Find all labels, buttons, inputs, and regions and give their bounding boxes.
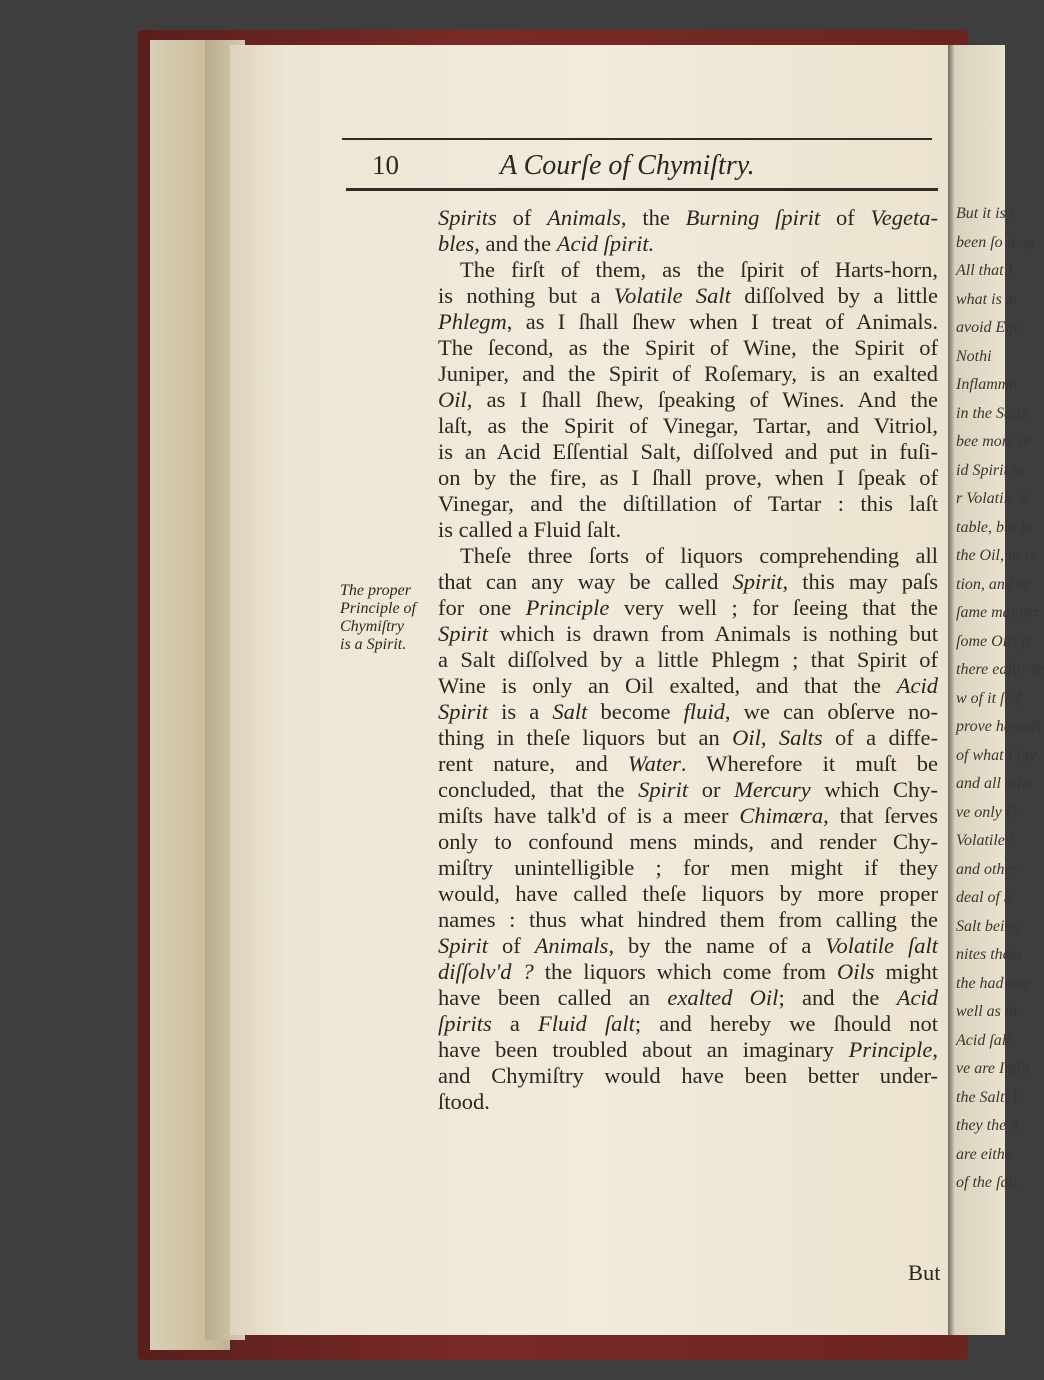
italic-phrase: Principle [525,595,610,620]
text-run: Theſe three ſorts of liquors comprehending all [460,543,938,568]
text-line [438,933,938,959]
text-line [438,283,938,309]
text-line [438,803,938,829]
italic-phrase: Acid [896,673,938,698]
text-run: concluded, that the [438,777,639,802]
text-run: only to confound mens minds, and render Chy- [438,829,938,854]
facing-page-line: the Salt, E [956,1088,1023,1106]
text-line [438,595,938,621]
italic-phrase: bles [438,231,475,256]
text-run: have been called an [438,985,668,1010]
facing-page-line: Nothi [956,347,992,365]
facing-page-line: and all othe [956,775,1033,792]
text-line [438,309,938,335]
text-line [438,673,938,699]
facing-page-line: bee more or [956,433,1033,450]
text-run: on by the fire, as I ſhall prove, when I ſpeak of [438,465,938,490]
facing-page-line: and other [956,860,1018,878]
italic-phrase: diſſolv'd ? [438,959,534,984]
text-run: have been troubled about an imaginary [438,1037,849,1062]
facing-page-line: in the Salts [956,404,1028,422]
facing-page-line: of what I ſay [956,746,1037,764]
text-run: of [496,205,548,230]
catchword: But [908,1260,941,1285]
facing-page-line: w of it ſelf [956,689,1021,707]
text-run: is called a Fluid ſalt. [438,517,622,542]
text-run: , we can obſerve no- [724,699,938,724]
italic-phrase: Spirit [438,699,489,724]
text-line [438,1063,938,1089]
italic-phrase: Spirit [732,569,783,594]
italic-phrase: ſpirits [438,1011,492,1036]
facing-page-line: avoid Equ [956,319,1022,336]
body-text [438,205,938,1115]
text-line [438,361,938,387]
italic-phrase: Acid ſpirit. [556,231,655,256]
text-run: of [820,205,871,230]
italic-phrase: Water [627,751,681,776]
text-run: , by the name of a [608,933,826,958]
facing-page-line: there eaſily th [956,661,1044,678]
text-line [438,1089,938,1115]
text-line [438,517,938,543]
italic-phrase: Volatile Salt [613,283,731,308]
text-run: that can any way be called [438,569,733,594]
facing-page-line: ve are Infla [956,1060,1030,1077]
text-run: or [688,777,735,802]
facing-page-line: ve only O [956,803,1018,821]
text-run: ; and hereby we ſhould not [634,1011,938,1036]
margin-note-line: is a Spirit. [340,636,407,653]
facing-page-line: the had bee [956,974,1030,992]
text-run: is nothing but a [438,283,614,308]
text-run: is a [488,699,553,724]
italic-phrase: Spirit [438,621,489,646]
text-run: would, have called theſe liquors by more proper [438,881,938,906]
text-line [438,335,938,361]
italic-phrase: Mercury [734,777,811,802]
text-run: , [760,725,779,750]
text-run: Wine is only an Oil exalted, and that the [438,673,897,698]
margin-note-line: Chymiſtry [340,618,404,635]
facing-page-line: table, but fe [956,518,1032,536]
text-run: is an Acid Eſſential Salt, diſſolved and put in fuſi- [438,439,938,464]
text-line [438,777,938,803]
text-run: which is drawn from Animals is nothing but [488,621,938,646]
facing-page-line: Acid ſalt, [956,1031,1015,1049]
italic-phrase: Principle [848,1037,933,1062]
italic-phrase: Burning ſpirit [685,205,821,230]
italic-phrase: Salt [552,699,588,724]
text-line [438,855,938,881]
facing-page-line: well as th [956,1003,1018,1020]
facing-page-line: Salt being [956,917,1021,935]
italic-phrase: Chimæra [739,803,824,828]
text-line [438,621,938,647]
text-run: and Chymiſtry would have been better under- [438,1063,938,1088]
text-run: become [587,699,684,724]
italic-phrase: Oil [732,725,761,750]
italic-phrase: Fluid ſalt [538,1011,635,1036]
text-run: laſt, as the Spirit of Vinegar, Tartar, and Vitriol, [438,413,938,438]
italic-phrase: Oil [438,387,467,412]
italic-phrase: Salts [778,725,823,750]
facing-page-line: been ſo long [956,233,1036,251]
text-run: , as I ſhall ſhew when I treat of Animals. [506,309,938,334]
text-line [438,491,938,517]
italic-phrase: exalted Oil [667,985,779,1010]
header-rule-top [342,138,932,140]
facing-page-line: ſome Oils fi [956,632,1031,650]
text-line [438,959,938,985]
text-line [438,881,938,907]
text-run: , that ſerves [823,803,938,828]
margin-note-line: The proper [340,582,411,599]
facing-page-line: r Volatile S [956,490,1028,507]
italic-phrase: Animals [547,205,621,230]
text-line [438,829,938,855]
page-number: 10 [372,150,399,180]
text-line [438,1011,938,1037]
text-line [438,231,938,257]
text-line [438,1037,938,1063]
facing-page-line: All that I [956,262,1013,279]
text-line [438,543,938,569]
text-line [438,205,938,231]
facing-page-line: what is m [956,290,1018,308]
text-run: Vinegar, and the diſtillation of Tartar : this laſt [438,491,938,516]
header-rule-bottom [346,188,938,191]
facing-page-line: But it is i [956,205,1015,222]
italic-phrase: Spirit [638,777,689,802]
text-run: thing in theſe liquors but an [438,725,733,750]
text-line [438,413,938,439]
text-run: the liquors which come from [533,959,838,984]
text-run: a [491,1011,539,1036]
facing-page-line: tion, and ec [956,575,1032,593]
facing-page-line: Inflamma [956,376,1018,393]
text-run: miſtry unintelligible ; for men might if they [438,855,938,880]
text-run: of a diffe- [822,725,939,750]
facing-page-edge [948,45,1044,1335]
text-run: which Chy- [810,777,938,802]
text-run: of [488,933,535,958]
margin-note [340,582,436,654]
facing-page-line: Volatile S [956,832,1017,849]
text-run: ſtood. [438,1089,490,1114]
text-run: rent nature, and [438,751,628,776]
facing-page-line: are eithe [956,1145,1012,1163]
text-run: , and the [474,231,557,256]
text-line [438,751,938,777]
facing-page-line: ſame manner [956,604,1040,621]
facing-page-line: id Spirit in [956,461,1025,479]
text-run: a Salt diſſolved by a little Phlegm ; that Spirit of [438,647,938,672]
italic-phrase: Acid [896,985,938,1010]
text-run: , [932,1037,938,1062]
facing-page-line: prove hereaft [956,718,1041,735]
italic-phrase: Spirit [438,933,489,958]
text-run: , the [620,205,686,230]
text-run: , as I ſhall ſhew, ſpeaking of Wines. And the [466,387,938,412]
text-line [438,647,938,673]
text-line [438,387,938,413]
italic-phrase: Phlegm [438,309,507,334]
italic-phrase: Volatile ſalt [825,933,938,958]
text-line [438,569,938,595]
text-line [438,699,938,725]
text-run: names : thus what hindred them from calling the [438,907,938,932]
text-run: diſſolved by a little [730,283,938,308]
facing-page-line: they the A [956,1117,1020,1134]
italic-phrase: Oils [837,959,875,984]
text-run: The ſecond, as the Spirit of Wine, the Spirit of [438,335,938,360]
text-line [438,439,938,465]
italic-phrase: Animals [534,933,609,958]
text-run: for one [438,595,526,620]
text-line [438,725,938,751]
facing-page-line: the Oil, to re [956,547,1038,564]
facing-page-line: nites them [956,946,1022,963]
text-line [438,465,938,491]
text-run: . Wherefore it muſt be [680,751,938,776]
italic-phrase: Spirits [438,205,497,230]
italic-phrase: fluid [683,699,725,724]
text-run: miſts have talk'd of is a meer [438,803,740,828]
running-head: A Courſe of Chymiſtry. [500,150,755,181]
text-run: might [874,959,938,984]
facing-page-line: deal of S [956,889,1012,906]
text-run: ; and the [778,985,897,1010]
text-line [438,257,938,283]
text-run: very well ; for ſeeing that the [609,595,938,620]
text-run: The firſt of them, as the ſpirit of Harts-horn, [460,257,938,282]
text-run: Juniper, and the Spirit of Roſemary, is an exalted [438,361,938,386]
text-line [438,907,938,933]
facing-page-line: of the ſalt, [956,1174,1022,1191]
text-line [438,985,938,1011]
italic-phrase: Vegeta- [870,205,938,230]
margin-note-line: Principle of [340,600,416,617]
text-run: , this may paſs [782,569,938,594]
